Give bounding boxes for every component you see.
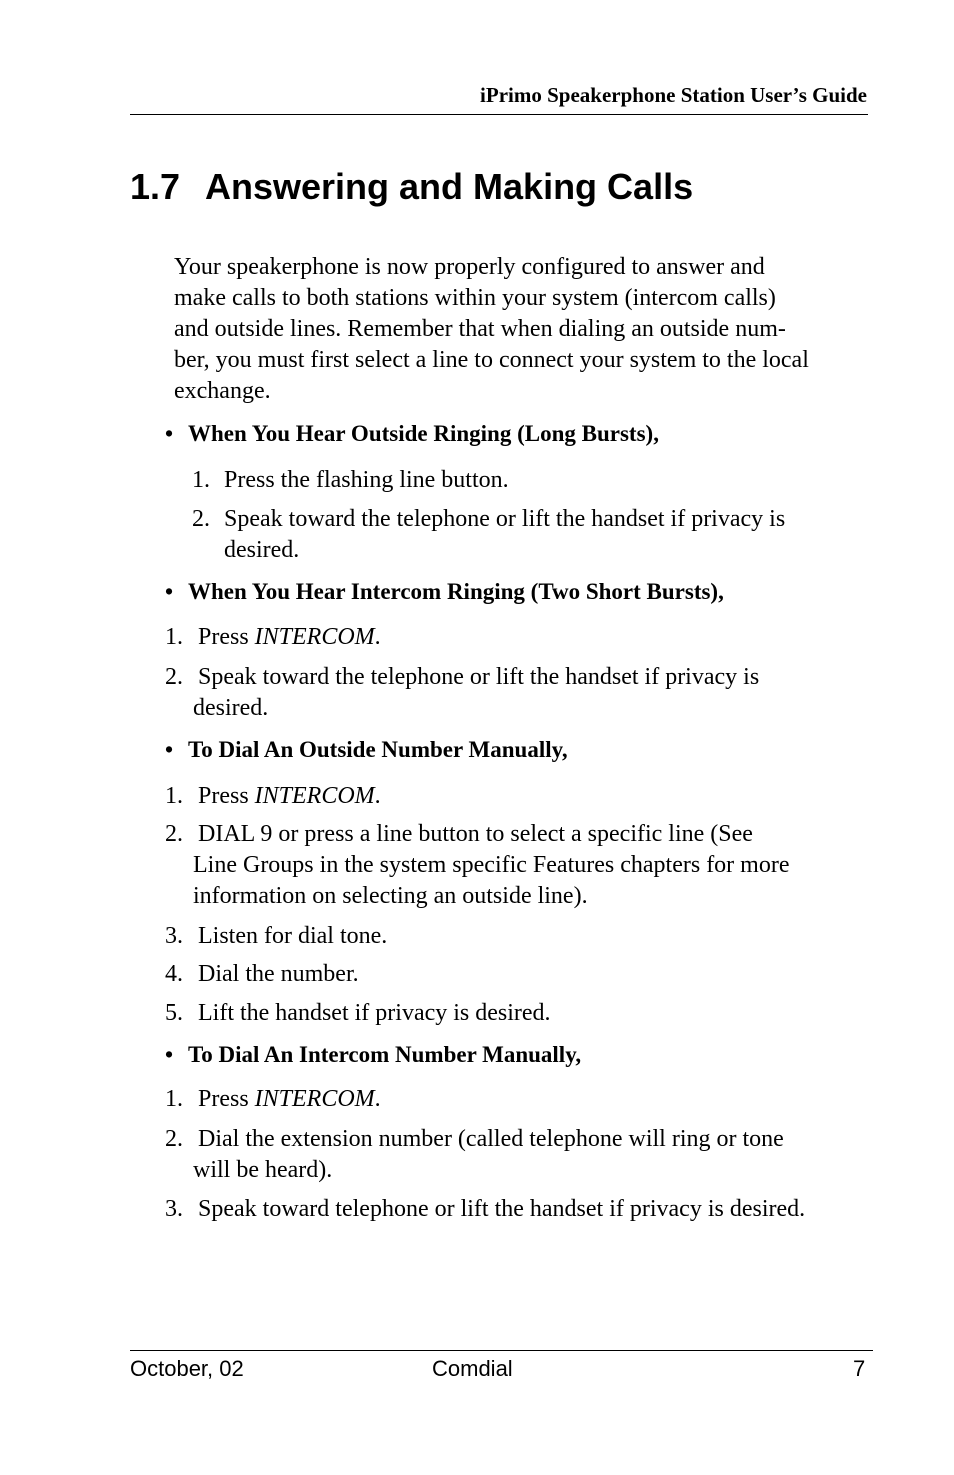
step-text: Dial the number.: [198, 961, 359, 987]
step-number: 5.: [165, 1000, 183, 1026]
intercom-key: INTERCOM: [254, 1086, 375, 1112]
step-text: desired.: [193, 695, 269, 721]
step-text: .: [374, 1086, 381, 1112]
step-text: .: [374, 783, 381, 809]
list-item: [165, 998, 551, 1029]
bullet-heading: When You Hear Intercom Ringing (Two Short Bursts),: [188, 579, 724, 604]
step-number: 1.: [165, 624, 183, 650]
list-item: [165, 921, 387, 952]
step-text: .: [374, 624, 381, 650]
intro-line: exchange.: [174, 378, 271, 404]
step-number: 2.: [165, 1126, 183, 1152]
list-item: [165, 662, 759, 724]
bullet-heading: To Dial An Outside Number Manually,: [188, 737, 568, 762]
step-text: information on selecting an outside line).: [193, 883, 588, 909]
section-title-text: Answering and Making Calls: [205, 166, 694, 207]
bullet-icon: •: [165, 579, 174, 604]
header-rule: [130, 114, 868, 115]
footer-publisher: Comdial: [432, 1356, 513, 1381]
bullet-dial-intercom: [165, 1040, 581, 1070]
intro-line: make calls to both stations within your system (intercom calls): [174, 285, 776, 311]
bullet-intercom-ringing: [165, 577, 724, 607]
list-item: [192, 504, 785, 566]
list-item: [165, 1124, 784, 1186]
bullet-icon: •: [165, 737, 174, 762]
step-text: Press: [198, 1086, 255, 1112]
list-item: [165, 622, 381, 653]
list-item: [165, 819, 789, 912]
step-number: 1.: [165, 1086, 183, 1112]
step-text: DIAL 9 or press a line button to select a specific line (See: [198, 821, 753, 847]
step-text: Line Groups in the system specific Features chapters for more: [193, 852, 790, 878]
step-number: 3.: [165, 923, 183, 949]
step-text: Speak toward the telephone or lift the handset if privacy is: [198, 664, 760, 690]
step-number: 1.: [192, 467, 210, 493]
bullet-icon: •: [165, 421, 174, 446]
step-text: Dial the extension number (called telephone will ring or tone: [198, 1126, 784, 1152]
step-text: Speak toward the telephone or lift the handset if privacy is: [224, 506, 786, 532]
footer-rule: [130, 1350, 873, 1351]
bullet-dial-outside: [165, 735, 568, 765]
step-number: 1.: [165, 783, 183, 809]
intro-line: Your speakerphone is now properly configured to answer and: [174, 254, 765, 280]
step-text: Press the flashing line button.: [224, 467, 509, 493]
bullet-heading: When You Hear Outside Ringing (Long Bursts),: [188, 421, 659, 446]
bullet-heading: To Dial An Intercom Number Manually,: [188, 1042, 582, 1067]
section-number: 1.7: [130, 166, 181, 207]
footer-date: October, 02: [130, 1356, 244, 1381]
intro-line: and outside lines. Remember that when dialing an outside num-: [174, 316, 786, 342]
page-number: 7: [853, 1356, 866, 1381]
bullet-outside-ringing: [165, 419, 659, 449]
intercom-key: INTERCOM: [254, 624, 375, 650]
step-text: Press: [198, 624, 255, 650]
step-text: Speak toward telephone or lift the handset if privacy is desired.: [198, 1196, 806, 1222]
step-text: will be heard).: [193, 1157, 333, 1183]
intro-line: ber, you must first select a line to connect your system to the local: [174, 347, 809, 373]
step-number: 2.: [165, 664, 183, 690]
intercom-key: INTERCOM: [254, 783, 375, 809]
step-text: desired.: [224, 537, 300, 563]
intro-paragraph: [174, 252, 874, 407]
list-item: [192, 465, 509, 496]
list-item: [165, 781, 381, 812]
step-number: 2.: [165, 821, 183, 847]
bullet-icon: •: [165, 1042, 174, 1067]
step-text: Press: [198, 783, 255, 809]
step-number: 2.: [192, 506, 210, 532]
list-item: [165, 1194, 805, 1225]
list-item: [165, 1084, 381, 1115]
step-text: Lift the handset if privacy is desired.: [198, 1000, 551, 1026]
step-number: 3.: [165, 1196, 183, 1222]
section-title: [130, 166, 693, 208]
step-text: Listen for dial tone.: [198, 923, 388, 949]
list-item: [165, 959, 359, 990]
running-header: iPrimo Speakerphone Station User’s Guide: [480, 83, 867, 107]
step-number: 4.: [165, 961, 183, 987]
